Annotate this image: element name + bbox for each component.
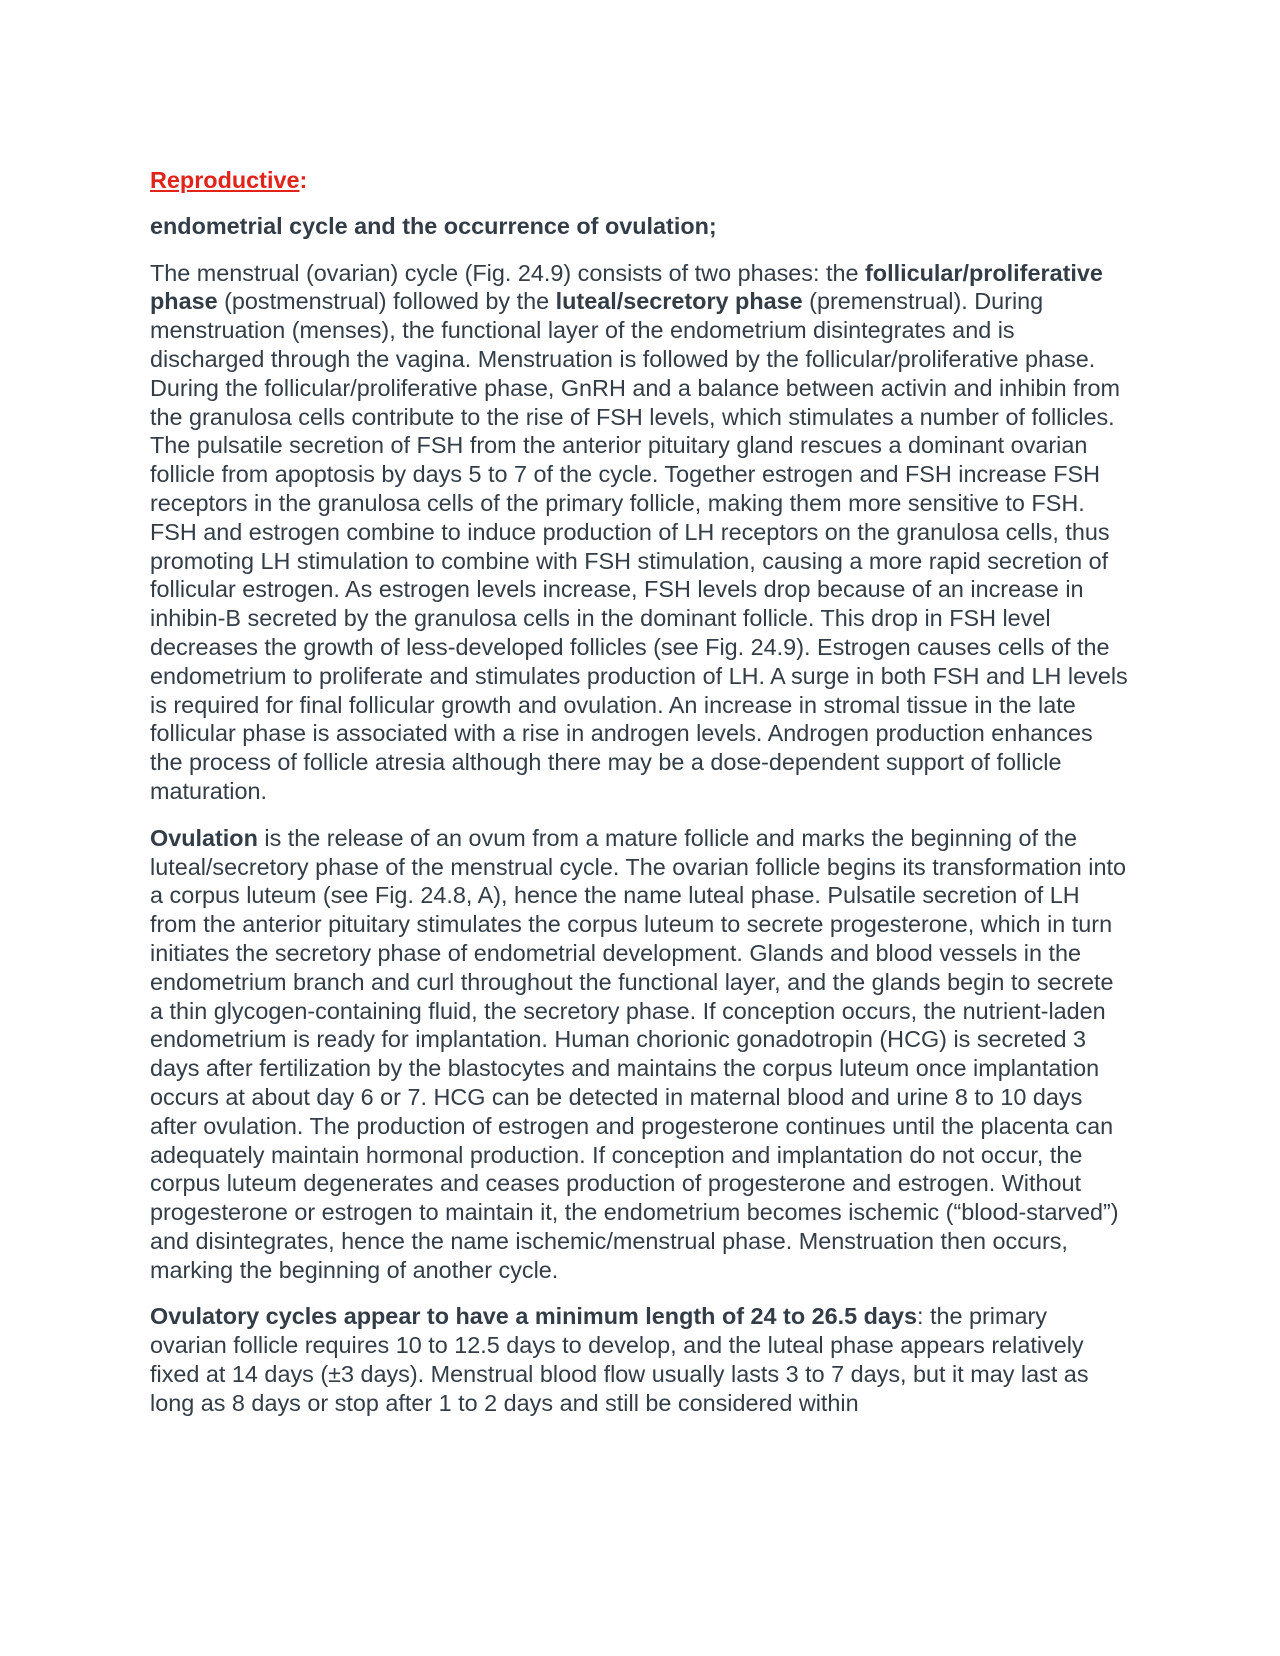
section-heading-colon: : [299,167,308,193]
document-page [150,166,1130,1436]
section-heading-link[interactable]: Reproductive [150,167,300,193]
paragraph-text: is the release of an ovum from a mature follicle and marks the beginning of the luteal/secretory phase of the menstrual cycle. The ovarian follicle begins its transformation into a corpus luteum (see Fig. 24.8, A), hence the name luteal phase. Pulsatile secretion of LH from the anterior pituitary stimulates the corpus luteum to secrete progesterone, which in turn initiates the secretory phase of endometrial development. Glands and blood vessels in the endometrium branch and curl throughout the functional layer, and the glands begin to secrete a thin glycogen-containing fluid, the secretory phase. If conception occurs, the nutrient-laden endometrium is ready for implantation. Human chorionic gonadotropin (HCG) is secreted 3 days after fertilization by the blastocytes and maintains the corpus luteum once implantation occurs at about day 6 or 7. HCG can be detected in maternal blood and urine 8 to 10 days after ovulation. The production of estrogen and progesterone continues until the placenta can adequately maintain hormonal production. If conception and implantation do not occur, the corpus luteum degenerates and ceases production of progesterone and estrogen. Without progesterone or estrogen to maintain it, the endometrium becomes ischemic (“blood-starved”) and disintegrates, hence the name ischemic/menstrual phase. Menstruation then occurs, marking the beginning of another cycle. [150,824,1126,1283]
section-heading [150,166,1130,195]
bold-term-luteal-phase: luteal/secretory phase [555,288,803,315]
paragraph-text: : the primary ovarian follicle requires 10 to 12.5 days to develop, and the luteal phase appears relatively fixed at 14 days (±3 days). Menstrual blood flow usually lasts 3 to 7 days, but it may last as long as 8 days or stop after 1 to 2 days and still be considered within [150,1303,1089,1416]
bold-term-ovulatory-cycles: Ovulatory cycles appear to have a minimum length of 24 to 26.5 days [150,1303,917,1330]
paragraph-text: (postmenstrual) followed by the [217,288,556,315]
bold-term-ovulation: Ovulation [150,824,258,851]
subheading: endometrial cycle and the occurrence of ovulation; [150,212,717,239]
paragraph-text: The menstrual (ovarian) cycle (Fig. 24.9) consists of two phases: the [150,259,866,286]
bold-term-follicular-phase: follicular/proliferative phase [150,259,1103,315]
paragraph-ovulation [150,824,1130,1285]
paragraph-menstrual-cycle [150,259,1130,806]
paragraph-ovulatory-cycles [150,1302,1130,1417]
paragraph-text: (premenstrual). During menstruation (menses), the functional layer of the endometrium disintegrates and is discharged through the vagina. Menstruation is followed by the follicular/proliferative phase. During the follicular/proliferative phase, GnRH and a balance between activin and inhibin from the granulosa cells contribute to the rise of FSH levels, which stimulates a number of follicles. The pulsatile secretion of FSH from the anterior pituitary gland rescues a dominant ovarian follicle from apoptosis by days 5 to 7 of the cycle. Together estrogen and FSH increase FSH receptors in the granulosa cells of the primary follicle, making them more sensitive to FSH. FSH and estrogen combine to induce production of LH receptors on the granulosa cells, thus promoting LH stimulation to combine with FSH stimulation, causing a more rapid secretion of follicular estrogen. As estrogen levels increase, FSH levels drop because of an increase in inhibin-B secreted by the granulosa cells in the dominant follicle. This drop in FSH level decreases the growth of less-developed follicles (see Fig. 24.9). Estrogen causes cells of the endometrium to proliferate and stimulates production of LH. A surge in both FSH and LH levels is required for final follicular growth and ovulation. An increase in stromal tissue in the late follicular phase is associated with a rise in androgen levels. Androgen production enhances the process of follicle atresia although there may be a dose-dependent support of follicle maturation. [150,288,1128,804]
